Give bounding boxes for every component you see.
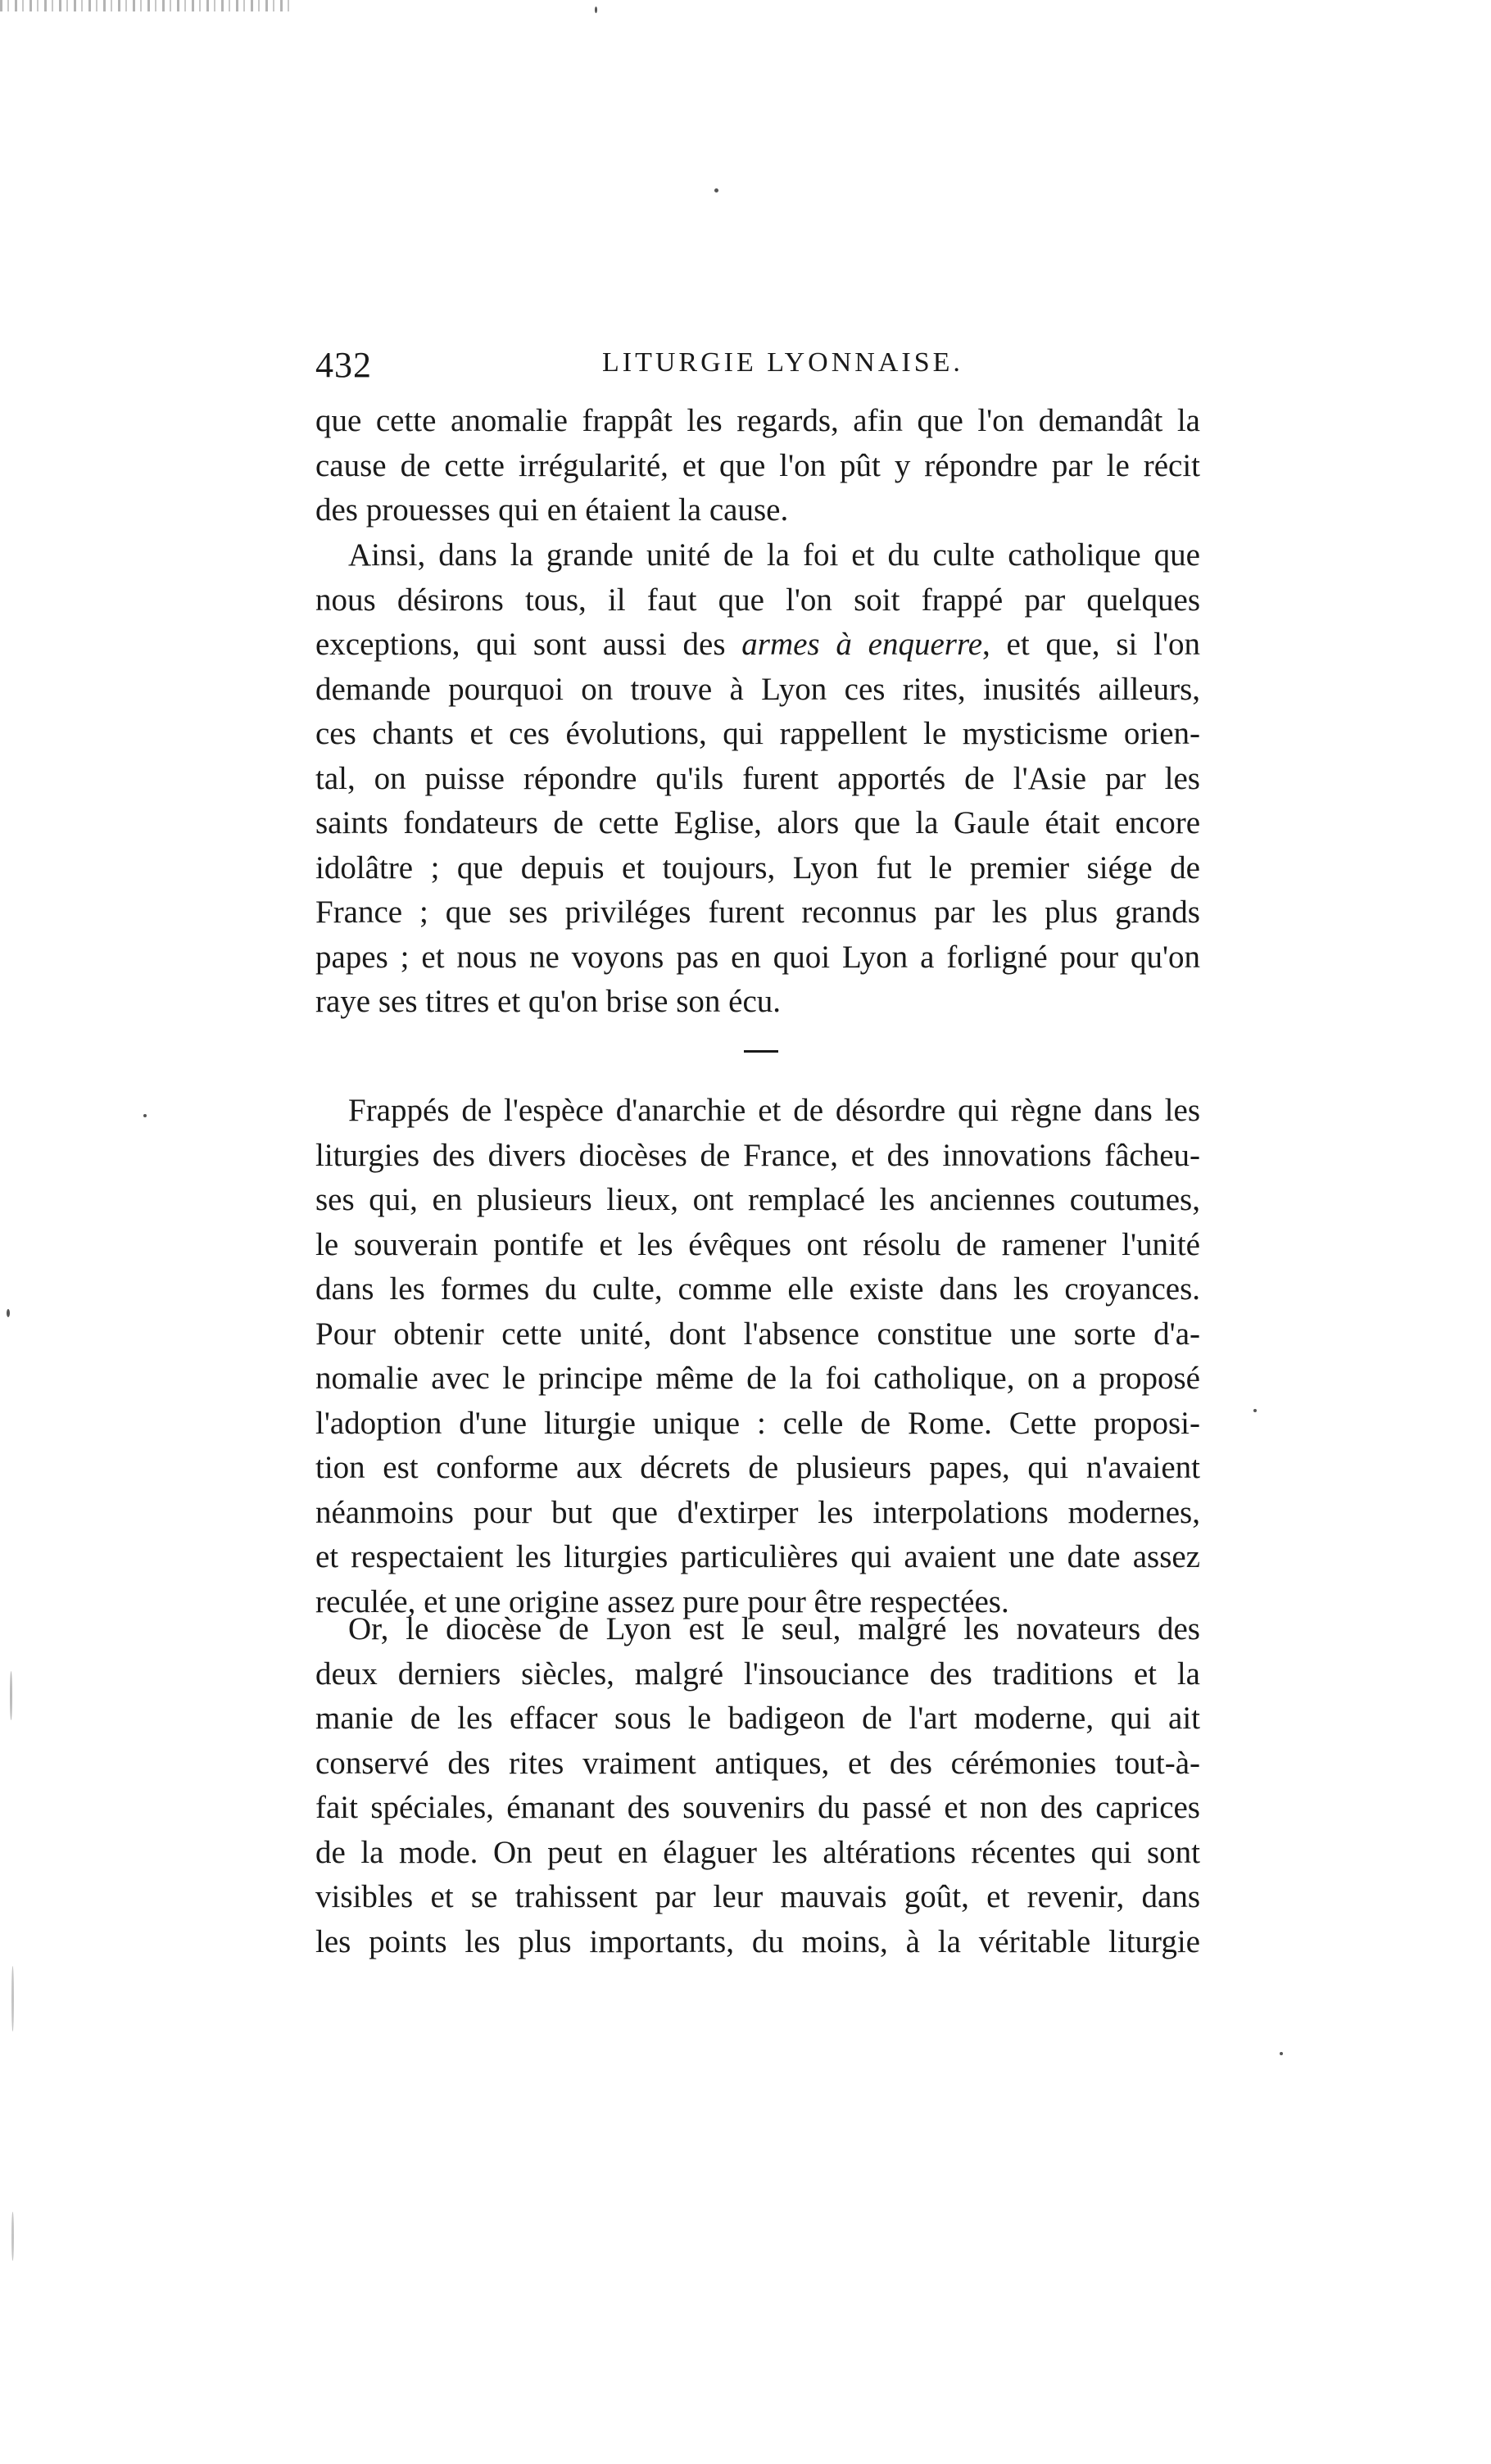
text-line: Frappés de l'espèce d'anarchie et de désordre qui règne dans les (348, 1093, 1200, 1128)
text-line: deux derniers siècles, malgré l'insouciance des traditions et la (315, 1656, 1200, 1692)
text-line: de la mode. On peut en élaguer les altérations récentes qui sont (315, 1834, 1200, 1870)
text-line: néanmoins pour but que d'extirper les interpolations modernes, (315, 1494, 1200, 1530)
paragraph-ainsi (315, 533, 1200, 1025)
running-title: LITURGIE LYONNAISE. (602, 347, 963, 378)
text-fragment: , et que, si l'on (982, 627, 1200, 662)
text-line: nous désirons tous, il faut que l'on soit frappé par quelques (315, 582, 1200, 618)
page-number: 432 (315, 345, 372, 385)
text-line: que cette anomalie frappât les regards, afin que l'on demandât la (315, 403, 1200, 438)
text-line: Pour obtenir cette unité, dont l'absence constitue une sorte d'a- (315, 1316, 1200, 1352)
text-line: ses qui, en plusieurs lieux, ont remplacé les anciennes coutumes, (315, 1182, 1200, 1217)
text-line: les points les plus importants, du moins, à la véritable liturgie (315, 1923, 1200, 1959)
text-line: reculée, et une origine assez pure pour être respectées. (315, 1583, 1009, 1619)
scan-speck (7, 1309, 10, 1317)
section-divider (744, 1050, 778, 1053)
text-line: l'adoption d'une liturgie unique : celle de Rome. Cette proposi- (315, 1405, 1200, 1441)
text-line: idolâtre ; que depuis et toujours, Lyon fut le premier siége de (315, 849, 1200, 886)
scan-speck (143, 1114, 147, 1117)
scan-speck (1253, 1409, 1257, 1412)
text-line: dans les formes du culte, comme elle existe dans les croyances. (315, 1271, 1200, 1307)
text-line: Ainsi, dans la grande unité de la foi et du culte catholique que (348, 537, 1200, 573)
scan-speck (11, 2212, 14, 2261)
text-line: Or, le diocèse de Lyon est le seul, malgré les novateurs des (348, 1611, 1200, 1646)
text-line: conservé des rites vraiment antiques, et des cérémonies tout-à- (315, 1745, 1200, 1781)
text-line: des prouesses qui en étaient la cause. (315, 492, 789, 528)
text-line: raye ses titres et qu'on brise son écu. (315, 984, 782, 1019)
text-fragment: exceptions, qui sont aussi des (315, 627, 742, 662)
paragraph-or (315, 1607, 1200, 1964)
scan-speck (1280, 2052, 1283, 2055)
text-line: cause de cette irrégularité, et que l'on pût y répondre par le récit (315, 447, 1200, 483)
text-line: tion est conforme aux décrets de plusieurs papes, qui n'avaient (315, 1450, 1200, 1485)
text-line: nomalie avec le principe même de la foi catholique, on a proposé (315, 1361, 1200, 1396)
text-line: fait spéciales, émanant des souvenirs du passé et non des caprices (315, 1790, 1200, 1825)
scan-speck (11, 1966, 14, 2031)
text-line: manie de les effacer sous le badigeon de l'art moderne, qui ait (315, 1701, 1200, 1736)
italic-phrase: armes à enquerre (741, 627, 983, 662)
paragraph-continuation (315, 399, 1200, 533)
text-line: tal, on puisse répondre qu'ils furent apportés de l'Asie par les (315, 760, 1200, 796)
text-line: liturgies des divers diocèses de France, et des innovations fâcheu- (315, 1137, 1200, 1173)
text-line: et respectaient les liturgies particulières qui avaient une date assez (315, 1539, 1200, 1574)
scan-speck (10, 1671, 12, 1720)
text-line: visibles et se trahissent par leur mauvais goût, et revenir, dans (315, 1879, 1200, 1914)
scan-speck (595, 7, 597, 13)
scan-artifact (0, 0, 295, 11)
text-line: le souverain pontife et les évêques ont résolu de ramener l'unité (315, 1226, 1200, 1262)
scan-speck (714, 188, 718, 192)
text-line: papes ; et nous ne voyons pas en quoi Lyon a forligné pour qu'on (315, 939, 1200, 975)
text-line-with-italic (315, 623, 1200, 668)
paragraph-frappes (315, 1089, 1200, 1624)
page-header (315, 344, 1200, 393)
text-line: saints fondateurs de cette Eglise, alors que la Gaule était encore (315, 805, 1200, 840)
text-line: demande pourquoi on trouve à Lyon ces rites, inusités ailleurs, (315, 671, 1200, 707)
text-line: ces chants et ces évolutions, qui rappellent le mysticisme orien- (315, 716, 1200, 751)
text-line: France ; que ses priviléges furent reconnus par les plus grands (315, 895, 1200, 930)
